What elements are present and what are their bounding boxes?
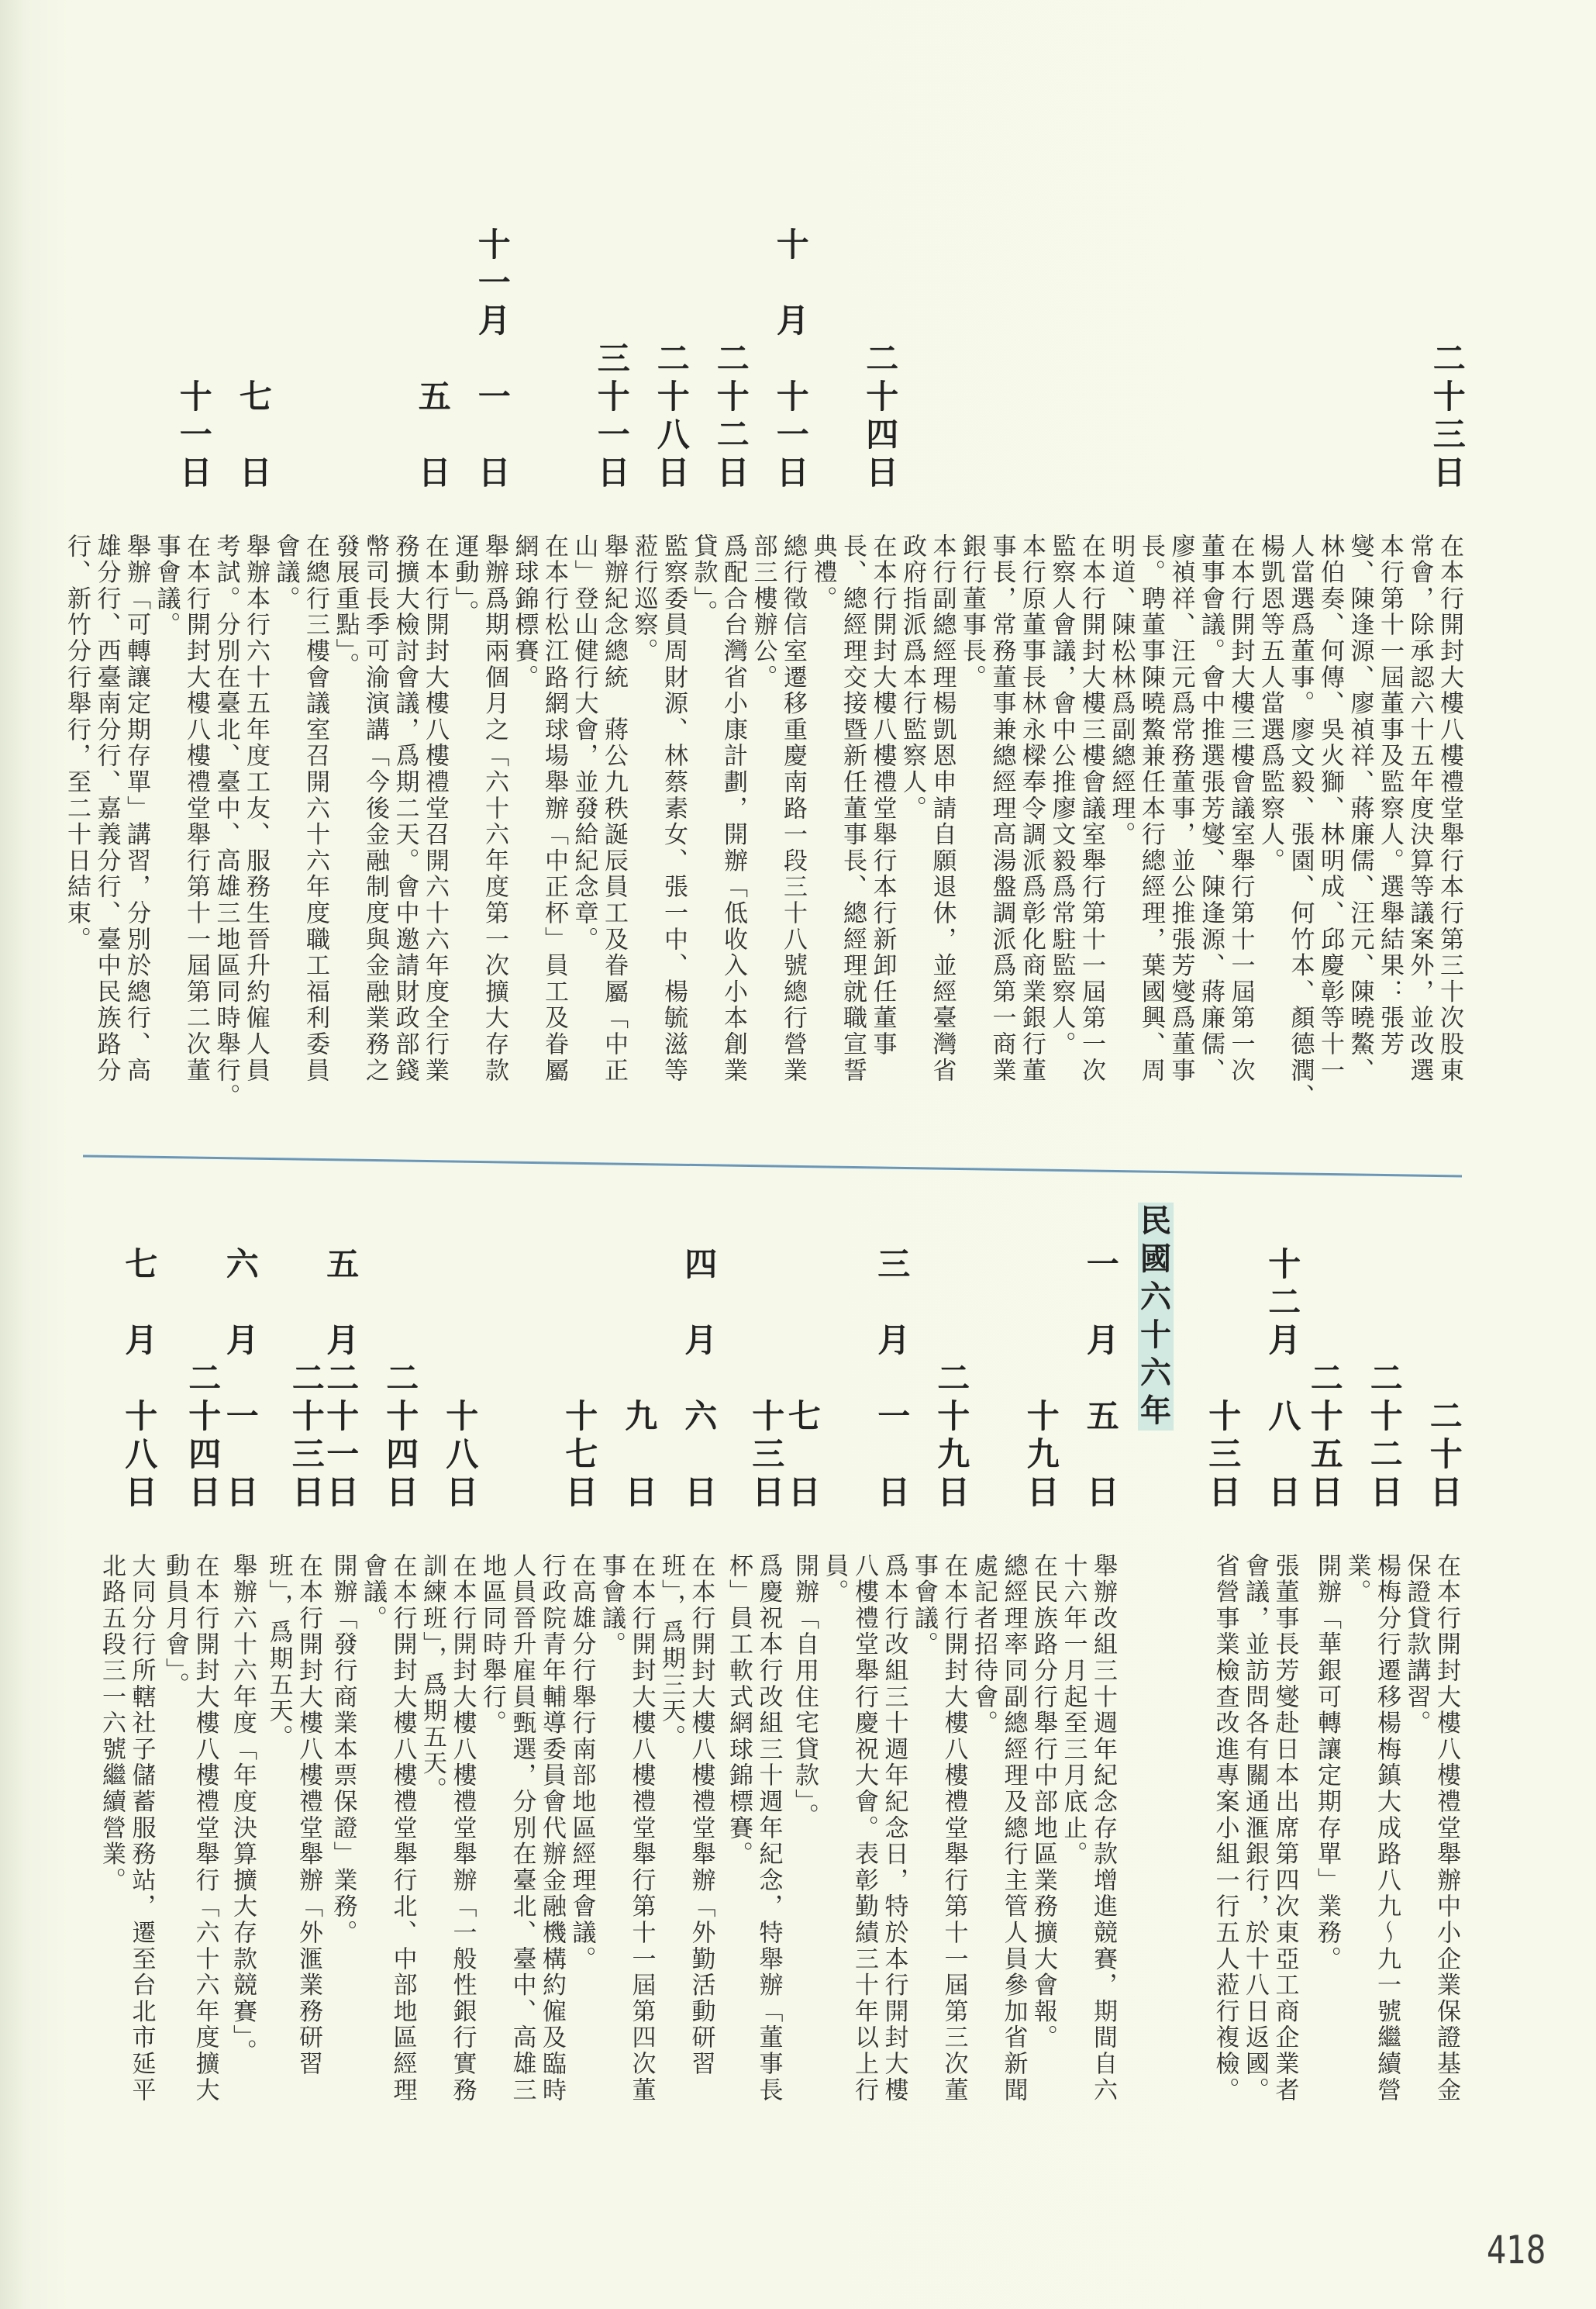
entry-date (443, 1245, 481, 1511)
chronicle-entry (1342, 1358, 1403, 2104)
entry-text-column: 林伯奏、何傳、吳火獅、林明成、邱慶彰等十一 (1316, 533, 1344, 1084)
date-day: 三 十 一 日 (597, 339, 630, 492)
date-month (384, 1245, 422, 1359)
entry-date (186, 1245, 224, 1511)
date-day: 九 日 (625, 1396, 658, 1511)
date-day: 六 日 (684, 1396, 718, 1511)
date-day: 二 十 五 日 (1310, 1358, 1343, 1511)
date-month (714, 226, 752, 340)
entry-text-column: 爲本行改組三十週年紀念日，特於本行開封大樓 (880, 1553, 908, 2104)
entry-date (415, 226, 453, 492)
entry-text-column: 總行徵信室遷移重慶南路一段三十八號總行營業 (779, 533, 807, 1084)
chronicle-entry (748, 225, 809, 1110)
entry-text-column: 在本行開封大樓八樓禮堂舉行本行新卸任董事 (868, 533, 897, 1058)
date-day: 十 七 日 (565, 1396, 598, 1511)
entry-date (785, 1245, 823, 1511)
date-month (654, 226, 692, 340)
entry-text-column: 監察委員周財源、林蔡素女、張一中、楊毓滋等 (660, 533, 688, 1084)
chronicle-entry (1046, 533, 1106, 1110)
date-day: 二 十 三 日 (1432, 339, 1466, 492)
entry-date (236, 226, 274, 492)
date-day: 二 十 二 日 (716, 339, 750, 492)
entry-text-column: 在本行松江路網球場舉辦「中正杯」員工及眷屬 (540, 533, 568, 1084)
entry-text-column: 處記者招待會。 (970, 1553, 998, 1737)
entry-date (1367, 1245, 1405, 1511)
entry-text-column: 發展重點」。 (331, 533, 360, 679)
chronicle-entry (788, 1396, 821, 2104)
entry-text-column: 舉辦爲期兩個月之「六十六年度第一次擴大存款 (481, 533, 508, 1084)
entry-date (595, 226, 633, 492)
date-month (1367, 1245, 1405, 1359)
entry-text-column: 開辦「自用住宅貸款」。 (791, 1553, 819, 1830)
chronicle-entry (418, 1396, 479, 2104)
entry-text-column: 大同分行所轄社子儲蓄服務站，遷至台北市延平 (127, 1553, 156, 2104)
date-month (750, 1245, 788, 1359)
chronicle-entry (1106, 533, 1256, 1110)
date-month (236, 226, 274, 340)
entry-text-column: 北路五段三一六號繼續營業。 (98, 1553, 126, 1894)
entry-date (935, 1245, 973, 1511)
entry-text-column: 會議，並訪問各有關通滙銀行，於十八日返國。 (1241, 1553, 1269, 2104)
date-day: 十 三 日 (752, 1396, 785, 1511)
chronicle-entry (629, 339, 690, 1110)
date-day: 十 八 日 (125, 1396, 158, 1511)
entry-text-column: 長。聘董事陳曉鰲兼任本行總經理，葉國興、周 (1137, 533, 1165, 1084)
entry-text-column: 幣司長季可渝演講「今後金融制度與金融業務之 (361, 533, 389, 1084)
entry-text-column: 班」，爲期五天。 (264, 1553, 293, 1751)
entry-text-column: 杯」員工軟式網球錦標賽。 (725, 1553, 753, 1868)
entry-text-column: 廖禎祥、汪元爲常務董事，並公推張芳燮爲董事 (1167, 533, 1195, 1084)
chronicle-entry (819, 1244, 911, 2104)
date-month (1308, 1245, 1346, 1359)
date-day: 五 日 (1086, 1396, 1119, 1511)
entry-text-column: 爲慶祝本行改組三十週年紀念，特舉辦「董事長 (754, 1553, 783, 2104)
entry-text-column: 雄分行、西臺南分行、嘉義分行、臺中民族路分 (92, 533, 121, 1084)
entry-date (122, 1245, 160, 1511)
entry-text-column: 部三樓辦公。 (749, 533, 777, 691)
entry-date (1206, 1245, 1244, 1511)
entry-text-column: 楊凱恩等五人當選爲監察人。 (1256, 533, 1284, 875)
date-day: 二 十 四 日 (188, 1358, 222, 1511)
entry-date (774, 226, 812, 492)
entry-text-column: 舉辦「可轉讓定期存單」講習，分別於總行、高 (122, 533, 150, 1084)
chronicle-entry (509, 533, 569, 1110)
date-day: 二 十 二 日 (1370, 1358, 1403, 1511)
entry-text-column: 在本行開封大樓八樓禮堂舉辦中小企業保證基金 (1432, 1553, 1460, 2104)
entry-text-column: 業。 (1343, 1553, 1371, 1606)
chronicle-section-upper (62, 225, 1466, 1110)
date-day: 五 日 (418, 377, 451, 492)
chronicle-entry (969, 1553, 1029, 2104)
entry-text-column: 在本行開封大樓八樓禮堂舉行第十一屆第三次董 (939, 1553, 968, 2104)
chronicle-entry (565, 1396, 598, 2104)
entry-text-column: 在本行開封大樓八樓禮堂舉辦「外滙業務研習 (295, 1553, 322, 2077)
entry-date (1024, 1245, 1062, 1511)
entry-date (475, 226, 513, 492)
entry-text-column: 董事會議。會中推選張芳燮、陳逢源、蔣廉儒、 (1197, 533, 1225, 1084)
entry-date (223, 1245, 261, 1511)
date-month (1427, 1245, 1465, 1359)
date-month (177, 226, 215, 340)
entry-date (1084, 1245, 1122, 1511)
entry-text-column: 在本行開封大樓八樓禮堂舉辦「外勤活動研習 (687, 1553, 715, 2077)
entry-text-column: 本行原董事長林永樑奉令調派爲彰化商業銀行董 (1018, 533, 1046, 1084)
date-day: 十 八 日 (446, 1396, 479, 1511)
date-day: 一 日 (877, 1396, 911, 1511)
date-month: 十 二 月 (1268, 1244, 1301, 1359)
date-day: 七 日 (788, 1396, 821, 1511)
entry-date (863, 226, 901, 492)
entry-text-column: 在高雄分行舉行南部地區經理會議。 (567, 1553, 596, 1972)
entry-text-column: 舉辦本行六十五年度工友、服務生晉升約僱人員 (242, 533, 270, 1084)
chronicle-entry (1256, 339, 1466, 1110)
entry-text-column: 爲配合台灣省小康計劃，開辦「低收入小本創業 (719, 533, 747, 1084)
chronicle-entry (271, 533, 330, 1110)
chronicle-entry (597, 1396, 658, 2104)
date-day: 七 日 (239, 377, 272, 492)
entry-text-column: 會議。 (359, 1553, 387, 1632)
entry-text-column: 人員晉升雇員甄選，分別在臺北、臺中、高雄三 (508, 1553, 536, 2104)
entry-text-column: 在本行開封大樓八樓禮堂舉行本行第三十次股東 (1436, 533, 1463, 1084)
date-day: 八 日 (1268, 1396, 1301, 1511)
entry-text-column: 山」登山健行大會，並發給紀念章。 (570, 533, 598, 953)
chronicle-entry (151, 377, 212, 1110)
date-month: 六 月 (226, 1244, 259, 1359)
date-day: 十 一 日 (179, 377, 212, 492)
entry-text-column: 事長，常務董事兼總經理高湯盤調派爲第一商業 (988, 533, 1016, 1084)
entry-text-column: 考試。分別在臺北、臺中、高雄三地區同時舉行。 (212, 533, 240, 1110)
entry-text-column: 在本行開封大樓八樓禮堂召開六十六年度全行業 (421, 533, 449, 1084)
entry-text-column: 事會議。 (152, 533, 181, 639)
chronicle-entry (657, 1244, 718, 2104)
date-month (186, 1245, 224, 1359)
date-month (1024, 1245, 1062, 1359)
date-month (595, 226, 633, 340)
year-marker: 民 國 六 十 六 年 (1138, 1203, 1174, 1431)
entry-text-column: 八樓禮堂舉行慶祝大會。表彰勤績三十年以上行 (850, 1553, 878, 2104)
entry-text-column: 蒞行巡察。 (629, 533, 658, 664)
entry-date (1266, 1245, 1304, 1511)
date-month (622, 1245, 660, 1359)
entry-text-column: 銀行董事長。 (958, 533, 986, 691)
date-day: 二 十 八 日 (657, 339, 690, 492)
entry-text-column: 在本行開封大樓八樓禮堂舉行第十一屆第四次董 (627, 1553, 656, 2104)
entry-text-column: 事會議。 (910, 1553, 938, 1658)
page-number: 418 (1487, 2228, 1546, 2273)
chronicle-entry (1058, 1244, 1119, 2104)
entry-text-column: 在本行開封大樓三樓會議室舉行第十一屆第一次 (1226, 533, 1255, 1084)
entry-text-column: 政府指派爲本行監察人。 (898, 533, 926, 822)
chronicle-entry (1240, 1244, 1301, 2104)
chronicle-entry (688, 339, 750, 1110)
entry-text-column: 在本行開封大樓八樓禮堂舉行第十一屆第二次董 (182, 533, 210, 1084)
entry-text-column: 長、總經理交接暨新任董事長、總經理就職宣誓 (839, 533, 867, 1084)
entry-text-column: 省營事業檢查改進專案小組一行五人蒞行複檢。 (1211, 1553, 1239, 2104)
entry-text-column: 在本行開封大樓八樓禮堂舉行北、中部地區經理 (388, 1553, 417, 2104)
chronicle-entry (358, 1358, 419, 2104)
entry-text-column: 運動」。 (450, 533, 479, 626)
date-month (443, 1245, 481, 1359)
entry-date (654, 226, 692, 492)
date-month: 一 月 (1086, 1244, 1119, 1359)
entry-text-column: 行、新竹分行舉行，至二十日結束。 (63, 533, 91, 953)
date-month: 四 月 (684, 1244, 718, 1359)
entry-date (875, 1245, 913, 1511)
entry-date (1427, 1245, 1465, 1511)
date-day: 一 日 (226, 1396, 259, 1511)
date-month: 五 月 (326, 1244, 360, 1359)
chronicle-entry (569, 339, 630, 1110)
entry-text-column: 開辦「華銀可轉讓定期存單」業務。 (1313, 1553, 1341, 1972)
entry-text-column: 會議。 (271, 533, 300, 613)
chronicle-entry (97, 1244, 158, 2104)
chronicle-entry (326, 1244, 360, 2104)
entry-text-column: 典禮。 (808, 533, 837, 613)
date-month: 七 月 (125, 1244, 158, 1359)
entry-text-column: 事會議。 (598, 1553, 626, 1658)
entry-date (563, 1245, 601, 1511)
date-day: 十 一 日 (776, 377, 809, 492)
chronicle-entry (1208, 1396, 1242, 2104)
entry-text-column: 保證貸款講習。 (1402, 1553, 1431, 1737)
date-month: 十 月 (776, 225, 809, 340)
chronicle-entry (957, 533, 1047, 1110)
entry-text-column: 訓練班」，爲期五天。 (419, 1553, 446, 1803)
entry-text-column: 本行第十一屆董事及監察人。選舉結果：張芳 (1376, 533, 1404, 1058)
date-month: 十 一 月 (477, 225, 511, 340)
date-day: 十 三 日 (1208, 1396, 1242, 1511)
date-month (935, 1245, 973, 1359)
entry-text-column: 在本行開封大樓八樓禮堂舉行「六十六年度擴大 (191, 1553, 219, 2104)
chronicle-entry (909, 1358, 970, 2104)
date-day: 二 十 四 日 (866, 339, 899, 492)
entry-date (622, 1245, 660, 1511)
entry-text-column: 張董事長芳燮赴日本出席第四次東亞工商企業者 (1270, 1553, 1299, 2104)
entry-text-column: 明道、陳松林爲副總經理。 (1107, 533, 1136, 848)
entry-date (714, 226, 752, 492)
date-day: 一 日 (477, 377, 511, 492)
entry-text-column: 貸款」。 (689, 533, 718, 626)
chronicle-entry (330, 377, 451, 1110)
date-day: 二 十 一 日 (326, 1358, 360, 1511)
entry-text-column: 舉辦改組三十週年紀念存款增進競賽，期間自六 (1089, 1553, 1117, 2104)
chronicle-entry (808, 339, 899, 1110)
entry-text-column: 本行副總經理楊凱恩申請自願退休，並經臺灣省 (928, 533, 957, 1084)
entry-text-column: 在總行三樓會議室召開六十六年度職工福利委員 (302, 533, 329, 1084)
chronicle-entry (1401, 1396, 1463, 2104)
chronicle-entry (62, 533, 152, 1110)
entry-text-column: 動員月會」。 (161, 1553, 189, 1699)
chronicle-entry (1310, 1358, 1343, 2104)
date-month (1206, 1245, 1244, 1359)
chronicle-entry (226, 1244, 259, 2104)
entry-text-column: 在本行開封大樓八樓禮堂舉辦「一般性銀行實務 (448, 1553, 477, 2104)
date-month (1430, 226, 1468, 340)
chronicle-entry (477, 1553, 567, 2104)
date-month (415, 226, 453, 340)
entry-text-column: 行政院青年輔導委員會代辦金融機構約僱及臨時 (538, 1553, 566, 2104)
entry-text-column: 總經理率同副總經理及總行主管人員參加省新聞 (999, 1553, 1028, 2104)
chronicle-entry (211, 377, 272, 1110)
date-day: 二 十 四 日 (386, 1358, 419, 1511)
entry-text-column: 楊梅分行遷移楊梅鎮大成路八九～九一號繼續營 (1373, 1553, 1401, 2104)
entry-text-column: 班」，爲期三天。 (657, 1553, 685, 1751)
entry-text-column: 在本行開封大樓三樓會議室舉行第十一屆第一次 (1077, 533, 1105, 1084)
chronicle-entry (264, 1358, 325, 2104)
chronicle-entry (898, 533, 957, 1110)
date-month (785, 1245, 823, 1359)
entry-date (1430, 226, 1468, 492)
entry-date (682, 1245, 720, 1511)
entry-date (384, 1245, 422, 1511)
entry-date (750, 1245, 788, 1511)
entry-date (324, 1245, 362, 1511)
date-day: 十 九 日 (1026, 1396, 1060, 1511)
entry-text-column: 務擴大檢討會議，爲期二天。會中邀請財政部錢 (391, 533, 419, 1084)
entry-text-column: 在民族路分行舉行中部地區業務擴大會報。 (1029, 1553, 1057, 2052)
entry-text-column: 燮、陳逢源、廖禎祥、蔣廉儒、汪元、陳曉鰲、 (1346, 533, 1374, 1084)
chronicle-entry (160, 1358, 222, 2104)
entry-text-column: 網球錦標賽。 (510, 533, 539, 691)
date-month: 三 月 (877, 1244, 911, 1359)
date-day: 二 十 日 (1429, 1396, 1463, 1511)
chronicle-entry (724, 1396, 785, 2104)
entry-text-column: 地區同時舉行。 (478, 1553, 506, 1737)
entry-date (1308, 1245, 1346, 1511)
date-month (289, 1245, 327, 1359)
entry-text-column: 常會，除承認六十五年度決算等議案外，並改選 (1405, 533, 1434, 1084)
entry-date (177, 226, 215, 492)
entry-text-column: 舉辦紀念總統 蔣公九秩誕辰員工及眷屬「中正 (600, 533, 628, 1084)
date-month (863, 226, 901, 340)
entry-date (289, 1245, 327, 1511)
entry-text-column: 開辦「發行商業本票保證」業務。 (329, 1553, 357, 1946)
entry-text-column: 十六年一月起至三月底止。 (1059, 1553, 1088, 1868)
date-day: 二 十 三 日 (291, 1358, 325, 1511)
date-month (563, 1245, 601, 1359)
entry-text-column: 人當選爲董事。廖文毅、張園、何竹本、顏德潤、 (1286, 533, 1315, 1110)
entry-text-column: 舉辦六十六年度「年度決算擴大存款競賽」。 (229, 1553, 257, 2066)
date-day: 二 十 九 日 (937, 1358, 970, 1511)
chronicle-entry (450, 225, 511, 1110)
entry-text-column: 員。 (820, 1553, 849, 1606)
chronicle-entry (1026, 1396, 1060, 2104)
entry-text-column: 監察人會議，會中公推廖文毅爲常駐監察人。 (1047, 533, 1076, 1058)
